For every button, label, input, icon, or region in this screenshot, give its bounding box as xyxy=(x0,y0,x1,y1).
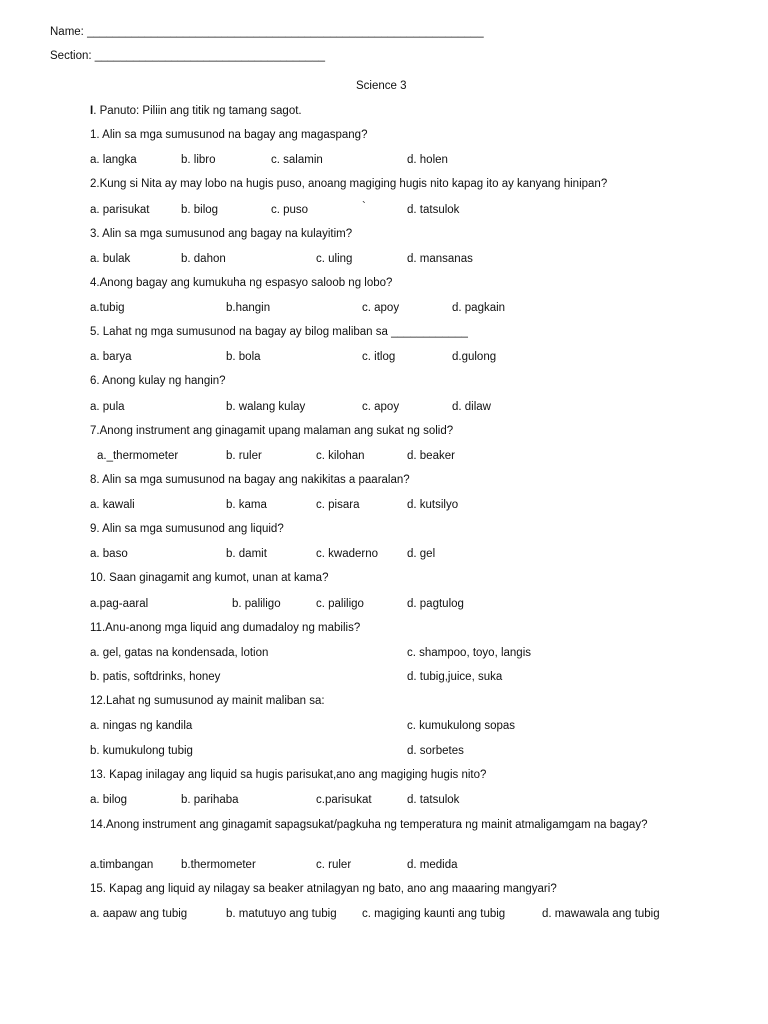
q12-option-a: a. ningas ng kandila xyxy=(90,720,193,732)
q1-option-d: d. holen xyxy=(407,154,448,166)
q10-option-a: a.pag-aaral xyxy=(90,598,149,610)
name-field-label: Name: ______________________________________________________________ xyxy=(50,26,484,38)
q14-option-c: c. ruler xyxy=(316,859,352,871)
q10-option-b: b. paliligo xyxy=(232,598,281,610)
q5-option-c: c. itlog xyxy=(362,351,396,363)
q1-option-a: a. langka xyxy=(90,154,137,166)
q2-option-d: d. tatsulok xyxy=(407,204,460,216)
q6-option-c: c. apoy xyxy=(362,401,400,413)
subject-title: Science 3 xyxy=(356,80,407,92)
question-7: 7.Anong instrument ang ginagamit upang malaman ang sukat ng solid? xyxy=(90,425,454,437)
q8-option-d: d. kutsilyo xyxy=(407,499,459,511)
q4-option-a: a.tubig xyxy=(90,302,125,314)
q6-option-a: a. pula xyxy=(90,401,125,413)
q12-option-c: c. kumukulong sopas xyxy=(407,720,516,732)
q13-option-b: b. parihaba xyxy=(181,794,239,806)
q11-option-b: b. patis, softdrinks, honey xyxy=(90,671,221,683)
question-6: 6. Anong kulay ng hangin? xyxy=(90,375,226,387)
q8-option-b: b. kama xyxy=(226,499,267,511)
q3-option-c: c. uling xyxy=(316,253,353,265)
instruction xyxy=(90,104,302,118)
q10-option-c: c. paliligo xyxy=(316,598,364,610)
question-15: 15. Kapag ang liquid ay nilagay sa beaker atnilagyan ng bato, ano ang maaaring mangyari? xyxy=(90,883,557,895)
q15-option-c: c. magiging kaunti ang tubig xyxy=(362,908,506,920)
q12-option-d: d. sorbetes xyxy=(407,745,464,757)
question-11: 11.Anu-anong mga liquid ang dumadaloy ng mabilis? xyxy=(90,622,361,634)
q3-option-a: a. bulak xyxy=(90,253,131,265)
q7-option-b: b. ruler xyxy=(226,450,262,462)
q7-option-d: d. beaker xyxy=(407,450,455,462)
q5-option-a: a. barya xyxy=(90,351,132,363)
q2-option-c: c. puso xyxy=(271,204,309,216)
q9-option-a: a. baso xyxy=(90,548,128,560)
q14-option-a: a.timbangan xyxy=(90,859,154,871)
question-1: 1. Alin sa mga sumusunod na bagay ang magaspang? xyxy=(90,129,368,141)
q13-option-d: d. tatsulok xyxy=(407,794,460,806)
question-13: 13. Kapag inilagay ang liquid sa hugis parisukat,ano ang magiging hugis nito? xyxy=(90,769,487,781)
question-8: 8. Alin sa mga sumusunod na bagay ang nakikitas a paaralan? xyxy=(90,474,410,486)
q4-option-c: c. apoy xyxy=(362,302,400,314)
q2-option-b: b. bilog xyxy=(181,204,219,216)
q7-option-c: c. kilohan xyxy=(316,450,365,462)
question-14: 14.Anong instrument ang ginagamit sapagsukat/pagkuha ng temperatura ng mainit atmaligamgam na bagay? xyxy=(90,819,648,831)
q7-option-a: a._thermometer xyxy=(97,450,179,462)
question-3: 3. Alin sa mga sumusunod ang bagay na kulayitim? xyxy=(90,228,353,240)
q9-option-b: b. damit xyxy=(226,548,267,560)
q11-option-a: a. gel, gatas na kondensada, lotion xyxy=(90,647,269,659)
q6-option-d: d. dilaw xyxy=(452,401,491,413)
q2-stray-mark: ` xyxy=(362,201,366,213)
q11-option-d: d. tubig,juice, suka xyxy=(407,671,503,683)
q8-option-a: a. kawali xyxy=(90,499,135,511)
q5-option-b: b. bola xyxy=(226,351,261,363)
q13-option-c: c.parisukat xyxy=(316,794,372,806)
q1-option-b: b. libro xyxy=(181,154,216,166)
q6-option-b: b. walang kulay xyxy=(226,401,306,413)
q4-option-d: d. pagkain xyxy=(452,302,506,314)
question-10: 10. Saan ginagamit ang kumot, unan at kama? xyxy=(90,572,329,584)
q4-option-b: b.hangin xyxy=(226,302,271,314)
q15-option-a: a. aapaw ang tubig xyxy=(90,908,188,920)
question-12: 12.Lahat ng sumusunod ay mainit maliban sa: xyxy=(90,695,325,707)
q1-option-c: c. salamin xyxy=(271,154,323,166)
instruction-text: . Panuto: Piliin ang titik ng tamang sagot. xyxy=(93,105,302,117)
instruction-numeral: I xyxy=(90,105,94,117)
question-4: 4.Anong bagay ang kumukuha ng espasyo saloob ng lobo? xyxy=(90,277,393,289)
question-2: 2.Kung si Nita ay may lobo na hugis puso, anoang magiging hugis nito kapag ito ay kanyang hinipan? xyxy=(90,178,608,190)
q9-option-d: d. gel xyxy=(407,548,436,560)
q15-option-d: d. mawawala ang tubig xyxy=(542,908,660,920)
q9-option-c: c. kwaderno xyxy=(316,548,379,560)
q10-option-d: d. pagtulog xyxy=(407,598,464,610)
section-field-label: Section: ____________________________________ xyxy=(50,50,325,62)
question-9: 9. Alin sa mga sumusunod ang liquid? xyxy=(90,523,284,535)
question-5: 5. Lahat ng mga sumusunod na bagay ay bilog maliban sa ____________ xyxy=(90,326,468,338)
q2-option-a: a. parisukat xyxy=(90,204,150,216)
q15-option-b: b. matutuyo ang tubig xyxy=(226,908,337,920)
q5-option-d: d.gulong xyxy=(452,351,497,363)
q3-option-d: d. mansanas xyxy=(407,253,473,265)
q11-option-c: c. shampoo, toyo, langis xyxy=(407,647,532,659)
q14-option-b: b.thermometer xyxy=(181,859,256,871)
q3-option-b: b. dahon xyxy=(181,253,226,265)
q13-option-a: a. bilog xyxy=(90,794,128,806)
q12-option-b: b. kumukulong tubig xyxy=(90,745,193,757)
q8-option-c: c. pisara xyxy=(316,499,360,511)
q14-option-d: d. medida xyxy=(407,859,458,871)
